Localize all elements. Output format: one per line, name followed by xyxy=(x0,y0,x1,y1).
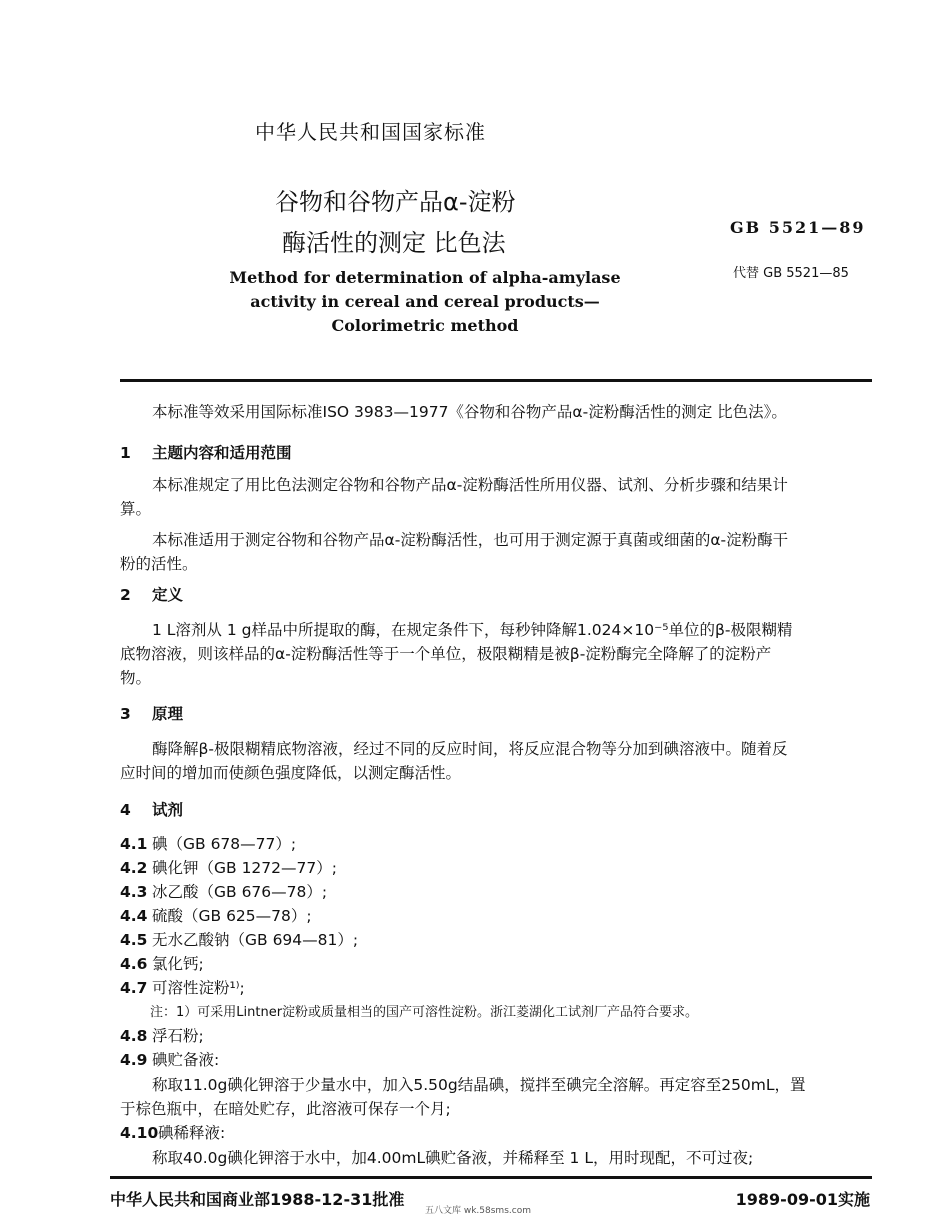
paragraph: 于棕色瓶中，在暗处贮存，此溶液可保存一个月; xyxy=(120,1100,451,1118)
english-title-3: Colorimetric method xyxy=(331,316,519,335)
reagent-item: 4.3 冰乙酸（GB 676—78）; xyxy=(120,883,328,901)
paragraph: 本标准规定了用比色法测定谷物和谷物产品α-淀粉酶活性所用仪器、试剂、分析步骤和结果计 xyxy=(152,476,788,494)
reagent-item: 4.4 硫酸（GB 625—78）; xyxy=(120,907,312,925)
paragraph: 称取11.0g碘化钾溶于少量水中，加入5.50g结晶碘，搅拌至碘完全溶解。再定容至250mL，置 xyxy=(152,1076,806,1094)
footer-rule xyxy=(110,1176,872,1179)
effective-date: 1989-09-01实施 xyxy=(735,1190,870,1209)
english-title-2: activity in cereal and cereal products— xyxy=(250,292,600,311)
section-number: 2 xyxy=(120,586,131,604)
reagent-item: 4.10碘稀释液: xyxy=(120,1124,226,1142)
reagent-item: 4.2 碘化钾（GB 1272—77）; xyxy=(120,859,337,877)
title-line-2: 酶活性的测定 比色法 xyxy=(282,229,506,257)
english-title-1: Method for determination of alpha-amylase xyxy=(229,268,621,287)
reagent-item: 4.5 无水乙酸钠（GB 694—81）; xyxy=(120,931,359,949)
paragraph: 1 L溶剂从 1 g样品中所提取的酶，在规定条件下，每秒钟降解1.024×10⁻⁵单位的β-极限糊精 xyxy=(152,621,793,639)
section-2-heading xyxy=(120,583,183,605)
approval-date: 中华人民共和国商业部1988-12-31批准 xyxy=(110,1190,405,1209)
reagent-item: 4.6 氯化钙; xyxy=(120,955,204,973)
section-number: 3 xyxy=(120,705,131,723)
standard-code: GB 5521—89 xyxy=(730,218,866,237)
section-title: 定义 xyxy=(152,586,184,604)
title-line-1: 谷物和谷物产品α-淀粉 xyxy=(275,188,516,216)
section-title: 主题内容和适用范围 xyxy=(152,444,292,462)
paragraph: 称取40.0g碘化钾溶于水中，加4.00mL碘贮备液，并稀释至 1 L，用时现配，不可过夜; xyxy=(152,1149,754,1167)
section-title: 试剂 xyxy=(152,801,184,819)
paragraph: 应时间的增加而使颜色强度降低，以测定酶活性。 xyxy=(120,764,462,782)
replaces-code: 代替 GB 5521—85 xyxy=(733,266,849,281)
section-4-heading xyxy=(120,798,183,820)
paragraph: 算。 xyxy=(120,500,152,518)
reagent-item: 4.9 碘贮备液: xyxy=(120,1051,220,1069)
intro: 本标准等效采用国际标准ISO 3983—1977《谷物和谷物产品α-淀粉酶活性的测定 比色法》。 xyxy=(152,403,787,421)
paragraph: 物。 xyxy=(120,669,152,687)
paragraph: 粉的活性。 xyxy=(120,555,198,573)
footnote: 注：1）可采用Lintner淀粉或质量相当的国产可溶性淀粉。浙江菱湖化工试剂厂产品符合要求。 xyxy=(150,1005,699,1020)
section-1-heading xyxy=(120,441,292,463)
section-title: 原理 xyxy=(152,705,184,723)
national-standard-heading: 中华人民共和国国家标准 xyxy=(255,120,486,144)
paragraph: 本标准适用于测定谷物和谷物产品α-淀粉酶活性，也可用于测定源于真菌或细菌的α-淀粉酶干 xyxy=(152,531,789,549)
reagent-item: 4.7 可溶性淀粉¹⁾; xyxy=(120,979,245,997)
reagent-item: 4.8 浮石粉; xyxy=(120,1027,204,1045)
section-number: 4 xyxy=(120,801,131,819)
reagent-item: 4.1 碘（GB 678—77）; xyxy=(120,835,297,853)
watermark: 五八文库 wk.58sms.com xyxy=(425,1206,531,1216)
paragraph: 底物溶液，则该样品的α-淀粉酶活性等于一个单位，极限糊精是被β-淀粉酶完全降解了的淀粉产 xyxy=(120,645,772,663)
header-rule xyxy=(120,379,872,382)
paragraph: 酶降解β-极限糊精底物溶液，经过不同的反应时间，将反应混合物等分加到碘溶液中。随着反 xyxy=(152,740,788,758)
section-number: 1 xyxy=(120,444,131,462)
section-3-heading xyxy=(120,702,183,724)
